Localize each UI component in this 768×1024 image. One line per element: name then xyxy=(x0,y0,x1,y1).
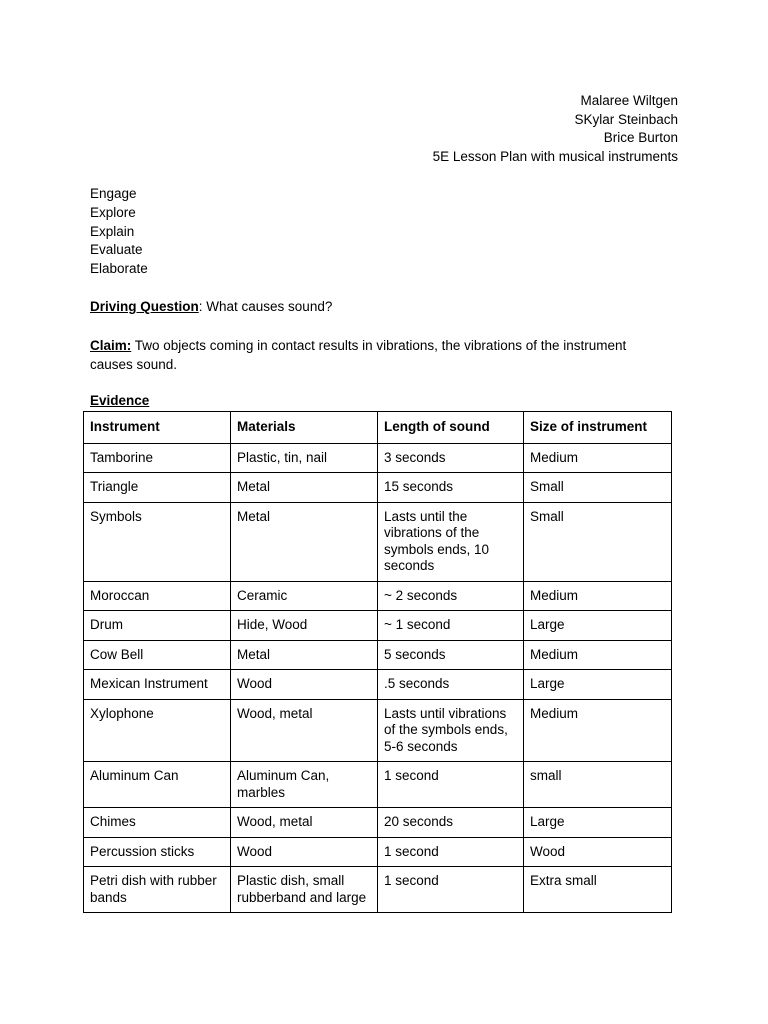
table-cell: 15 seconds xyxy=(378,473,524,503)
column-header: Materials xyxy=(231,412,378,444)
table-cell: Medium xyxy=(524,699,672,762)
claim-label: Claim: xyxy=(90,338,132,353)
table-header-row xyxy=(84,412,672,444)
table-cell: Chimes xyxy=(84,808,231,838)
table-cell: 1 second xyxy=(378,837,524,867)
table-cell: Wood xyxy=(231,670,378,700)
table-cell: Ceramic xyxy=(231,581,378,611)
step-item: Evaluate xyxy=(90,242,143,258)
table-cell: Wood xyxy=(231,837,378,867)
table-cell: Medium xyxy=(524,443,672,473)
driving-question-text: : What causes sound? xyxy=(198,299,333,314)
table-row xyxy=(84,699,672,762)
step-item: Explain xyxy=(90,223,135,239)
author-name: Brice Burton xyxy=(603,130,678,146)
driving-question-label: Driving Question xyxy=(90,299,199,314)
table-row xyxy=(84,837,672,867)
table-cell: Wood, metal xyxy=(231,699,378,762)
driving-question xyxy=(90,297,670,316)
author-name: Malaree Wiltgen xyxy=(580,93,678,108)
table-cell: 5 seconds xyxy=(378,640,524,670)
table-cell: Lasts until vibrations of the symbols ends, 5-6 seconds xyxy=(378,699,524,762)
table-cell: Plastic dish, small rubberband and large xyxy=(231,867,378,913)
table-cell: Metal xyxy=(231,473,378,503)
table-cell: Symbols xyxy=(84,502,231,581)
table-cell: 3 seconds xyxy=(378,443,524,473)
table-cell: Large xyxy=(524,670,672,700)
table-row xyxy=(84,611,672,641)
column-header: Size of instrument xyxy=(524,412,672,444)
table-cell: small xyxy=(524,762,672,808)
step-item: Explore xyxy=(90,204,136,220)
table-cell: Small xyxy=(524,473,672,503)
table-cell: Lasts until the vibrations of the symbols ends, 10 seconds xyxy=(378,502,524,581)
column-header: Instrument xyxy=(84,412,231,444)
step-item: Elaborate xyxy=(90,261,148,277)
table-cell: Wood, metal xyxy=(231,808,378,838)
claim-text: Two objects coming in contact results in vibrations, the vibrations of the instrument causes sound. xyxy=(90,338,627,372)
author-header xyxy=(433,92,678,166)
table-cell: Small xyxy=(524,502,672,581)
five-e-steps-list xyxy=(90,185,148,279)
table-cell: Wood xyxy=(524,837,672,867)
claim-paragraph xyxy=(90,336,670,374)
table-cell: 20 seconds xyxy=(378,808,524,838)
table-cell: .5 seconds xyxy=(378,670,524,700)
table-cell: Triangle xyxy=(84,473,231,503)
table-row xyxy=(84,670,672,700)
table-cell: Moroccan xyxy=(84,581,231,611)
evidence-table xyxy=(83,411,672,913)
table-cell: Tamborine xyxy=(84,443,231,473)
table-cell: 1 second xyxy=(378,867,524,913)
table-row xyxy=(84,640,672,670)
lesson-title: 5E Lesson Plan with musical instruments xyxy=(432,148,678,164)
table-row xyxy=(84,473,672,503)
table-row xyxy=(84,762,672,808)
table-cell: Aluminum Can, marbles xyxy=(231,762,378,808)
table-cell: Percussion sticks xyxy=(84,837,231,867)
table-cell: 1 second xyxy=(378,762,524,808)
table-row xyxy=(84,502,672,581)
table-cell: Xylophone xyxy=(84,699,231,762)
table-cell: Aluminum Can xyxy=(84,762,231,808)
table-cell: Hide, Wood xyxy=(231,611,378,641)
author-name: SKylar Steinbach xyxy=(574,111,678,127)
table-cell: Large xyxy=(524,808,672,838)
table-cell: Extra small xyxy=(524,867,672,913)
table-cell: Medium xyxy=(524,640,672,670)
table-row xyxy=(84,581,672,611)
table-cell: Plastic, tin, nail xyxy=(231,443,378,473)
column-header: Length of sound xyxy=(378,412,524,444)
table-cell: Metal xyxy=(231,502,378,581)
evidence-heading: Evidence xyxy=(90,393,150,408)
table-cell: Cow Bell xyxy=(84,640,231,670)
table-cell: Petri dish with rubber bands xyxy=(84,867,231,913)
table-cell: Large xyxy=(524,611,672,641)
table-row xyxy=(84,808,672,838)
table-cell: Mexican Instrument xyxy=(84,670,231,700)
table-row xyxy=(84,867,672,913)
step-item: Engage xyxy=(90,186,137,201)
table-cell: Drum xyxy=(84,611,231,641)
table-cell: Medium xyxy=(524,581,672,611)
table-row xyxy=(84,443,672,473)
table-cell: Metal xyxy=(231,640,378,670)
table-cell: ~ 2 seconds xyxy=(378,581,524,611)
table-cell: ~ 1 second xyxy=(378,611,524,641)
